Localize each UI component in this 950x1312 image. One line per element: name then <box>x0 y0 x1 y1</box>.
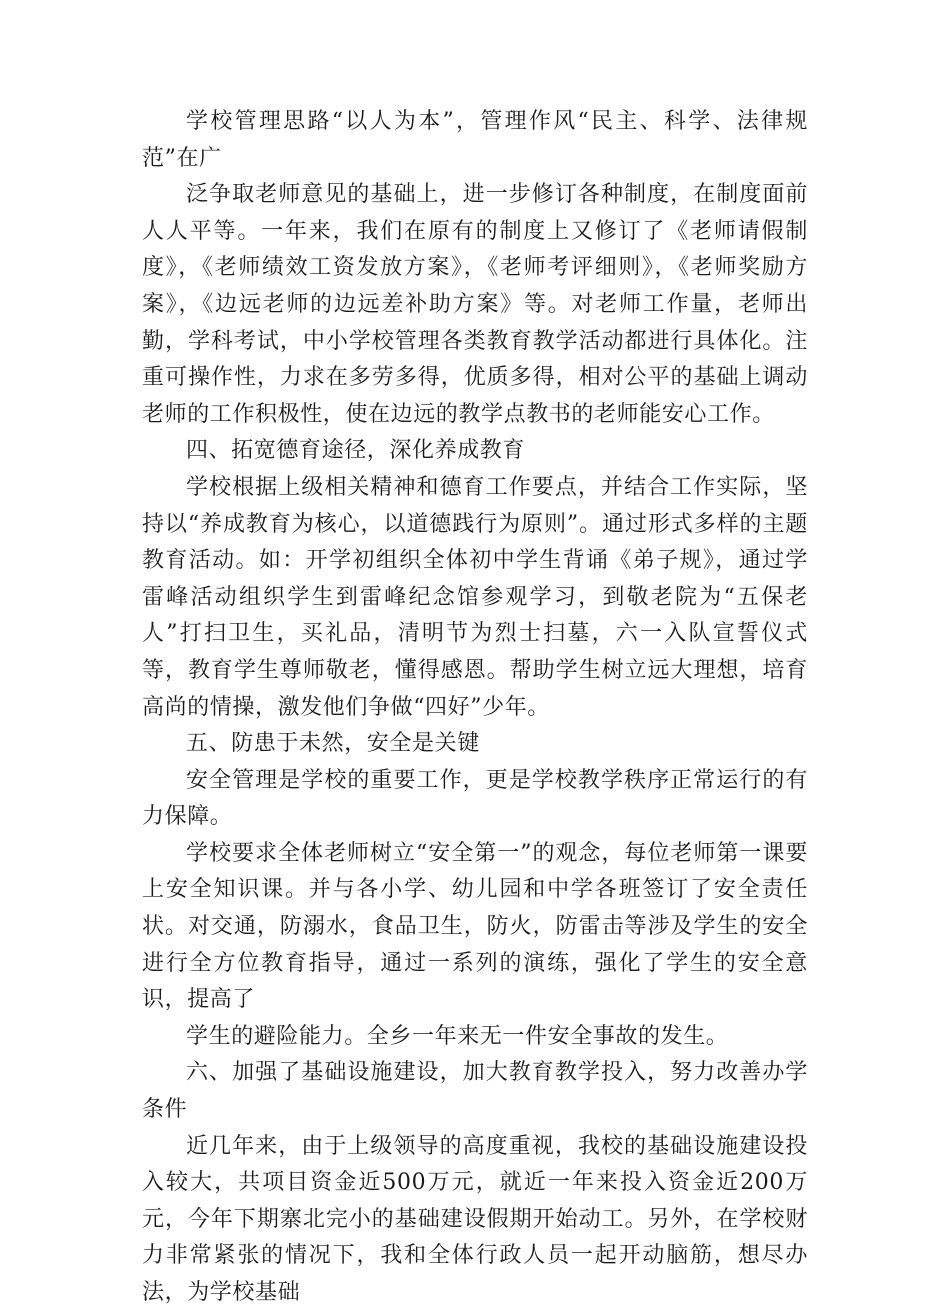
heading-moral-education: 四、拓宽德育途径，深化养成教育 <box>186 438 526 464</box>
paragraph-management-idea: 学校管理思路“以人为本”，管理作风“民主、科学、法律规范”在广 <box>142 109 808 171</box>
heading-safety: 五、防患于未然，安全是关键 <box>186 731 480 757</box>
paragraph-moral-education: 学校根据上级相关精神和德育工作要点，并结合工作实际，坚持以“养成教育为核心，以道德践行为原则”。通过形式多样的主题教育活动。如：开学初组织全体初中学生背诵《弟子规》，通过学雷峰活动组织学生到雷峰纪念馆参观学习，到敬老院为“五保老人”打扫卫生，买礼品，清明节为烈士扫墓，六一入队宣誓仪式等，教育学生尊师敬老，懂得感恩。帮助学生树立远大理想，培育高尚的情操，激发他们争做“四好”少年。 <box>142 474 808 720</box>
paragraph-system-revision: 泛争取老师意见的基础上，进一步修订各种制度，在制度面前人人平等。一年来，我们在原有的制度上又修订了《老师请假制度》，《老师绩效工资发放方案》，《老师考评细则》，《老师奖励方案》，《边远老师的边远差补助方案》等。对老师工作量，老师出勤，学科考试，中小学校管理各类教育教学活动都进行具体化。注重可操作性，力求在多劳多得，优质多得，相对公平的基础上调动老师的工作积极性，使在边远的教学点教书的老师能安心工作。 <box>142 182 808 427</box>
paragraph-infrastructure: 近几年来，由于上级领导的高度重视，我校的基础设施建设投入较大，共项目资金近500万元，就近一年来投入资金近200万元，今年下期寨北完小的基础建设假期开始动工。另外，在学校财力非常紧张的情况下，我和全体行政人员一起开动脑筋，想尽办法，为学校基础 <box>142 1133 808 1305</box>
document-body <box>142 104 808 1312</box>
paragraph-safety-result: 学生的避险能力。全乡一年来无一件安全事故的发生。 <box>186 1023 729 1049</box>
heading-infrastructure: 六、加强了基础设施建设，加大教育教学投入，努力改善办学条件 <box>142 1060 808 1123</box>
paragraph-safety-management: 安全管理是学校的重要工作，更是学校教学秩序正常运行的有力保障。 <box>142 767 808 830</box>
paragraph-safety-requirements: 学校要求全体老师树立“安全第一”的观念，每位老师第一课要上安全知识课。并与各小学、幼儿园和中学各班签订了安全责任状。对交通，防溺水，食品卫生，防火，防雷击等涉及学生的安全进行全方位教育指导，通过一系列的演练，强化了学生的安全意识，提高了 <box>142 840 808 1013</box>
